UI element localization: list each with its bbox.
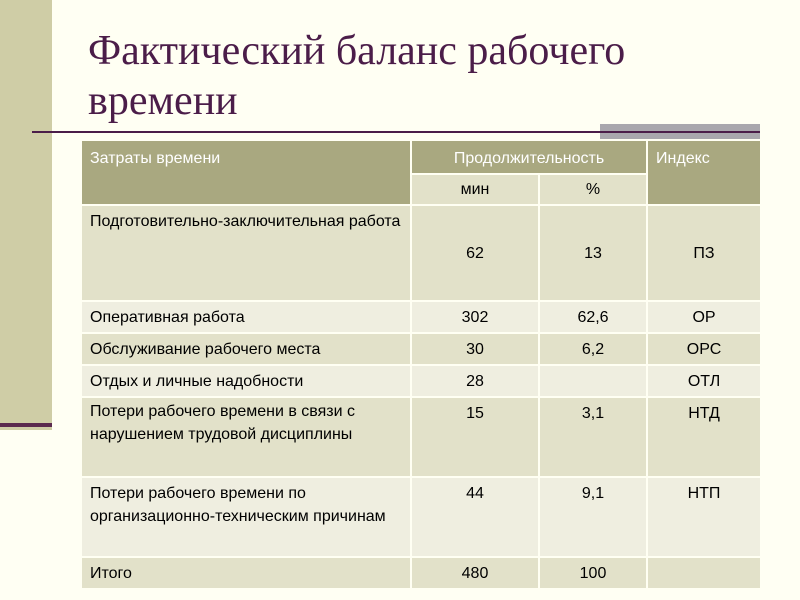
row-percent: 62,6 [539,301,647,333]
row-index: НТД [647,397,761,477]
row-index: ОРС [647,333,761,365]
row-index: ОТЛ [647,365,761,397]
header-duration: Продолжительность [411,140,647,174]
row-label: Потери рабочего времени в связи с нарушением трудовой дисциплины [81,397,411,477]
row-min: 302 [411,301,539,333]
row-percent: 9,1 [539,477,647,557]
row-index: ПЗ [647,205,761,301]
row-label: Отдых и личные надобности [81,365,411,397]
table-row [81,397,761,477]
row-percent [539,365,647,397]
header-percent: % [539,174,647,205]
row-min: 28 [411,365,539,397]
row-percent: 100 [539,557,647,589]
row-percent: 13 [539,205,647,301]
row-label: Оперативная работа [81,301,411,333]
title-rule-accent-top [600,124,760,131]
row-index: НТП [647,477,761,557]
table-row [81,301,761,333]
row-label: Подготовительно-заключительная работа [81,205,411,301]
table-row [81,333,761,365]
row-min: 44 [411,477,539,557]
row-min: 15 [411,397,539,477]
row-label: Потери рабочего времени по организационно-техническим причинам [81,477,411,557]
left-decor-bar [0,0,52,430]
row-min: 30 [411,333,539,365]
row-label: Итого [81,557,411,589]
left-decor-bar-edge [0,423,52,427]
time-balance-table [80,139,762,590]
row-percent: 3,1 [539,397,647,477]
row-min: 62 [411,205,539,301]
row-label: Обслуживание рабочего места [81,333,411,365]
table-row [81,205,761,301]
row-index [647,557,761,589]
header-cost: Затраты времени [81,140,411,205]
row-percent: 6,2 [539,333,647,365]
slide-title: Фактический баланс рабочего времени [88,28,626,124]
table-row [81,365,761,397]
table-row-total [81,557,761,589]
table-row [81,477,761,557]
header-min: мин [411,174,539,205]
row-min: 480 [411,557,539,589]
header-index: Индекс [647,140,761,205]
row-index: ОР [647,301,761,333]
